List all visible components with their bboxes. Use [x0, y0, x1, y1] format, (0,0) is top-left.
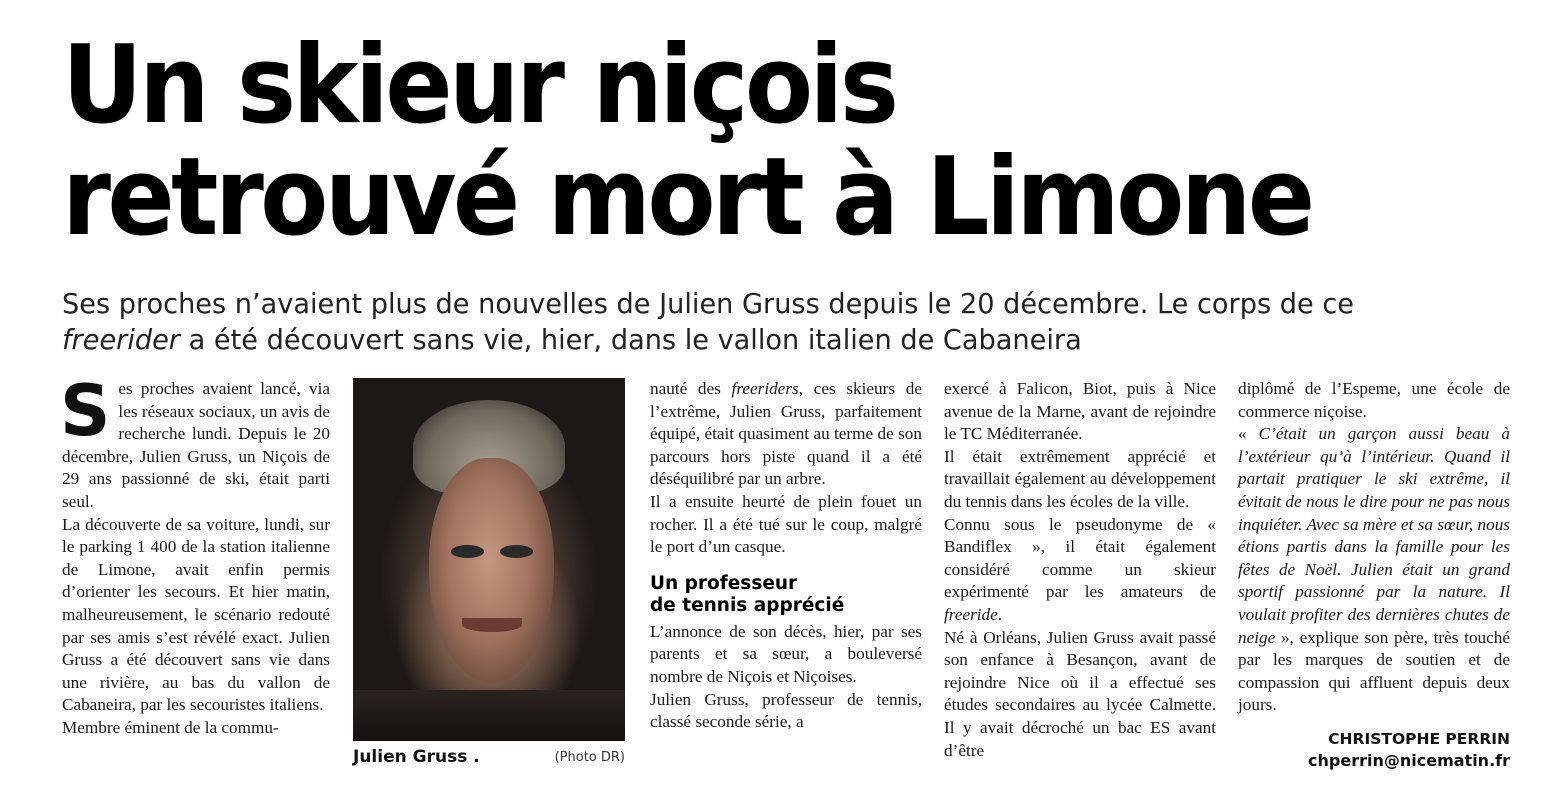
subheadline	[62, 286, 1459, 358]
text-run: nauté des	[650, 379, 732, 398]
paragraph: Né à Orléans, Julien Gruss avait passé son enfance à Besançon, avant de rejoindre Nice où il a effectué ses études secondaires au lycée Calmette. Il y avait décroché un bac ES avant d’être	[944, 627, 1216, 760]
paragraph: diplômé de l’Espeme, une école de commerce niçoise.	[1238, 379, 1510, 421]
author-email: chperrin@nicematin.fr	[1308, 751, 1510, 770]
photo-face	[429, 458, 554, 683]
text-run: , ces skieurs de l’extrême, Julien Gruss, parfaitement équipé, était quasiment au terme de son parcours hors piste quand il a été déséquilibré par un arbre.	[650, 379, 922, 489]
article-column-1	[60, 370, 330, 740]
portrait-photo	[353, 378, 625, 741]
photo-shirt	[353, 690, 625, 741]
paragraph: L’annonce de son décès, hier, par ses parents et sa sœur, a bouleversé nombre de Niçois et Niçoises.	[650, 621, 922, 686]
text-run: », explique son père, très touché par les marques de soutien et de compassion qui affluent depuis deux jours.	[1238, 627, 1510, 715]
paragraph: exercé à Falicon, Biot, puis à Nice avenue de la Marne, avant de rejoindre le TC Méditerranée.	[944, 379, 1216, 444]
paragraph	[1238, 423, 1510, 717]
subhead-part-1: Ses proches n’avaient plus de nouvelles de Julien Gruss depuis le 20 décembre. Le corps de ce	[62, 287, 1354, 320]
crosshead-line-2: de tennis apprécié	[650, 594, 845, 616]
crosshead	[650, 573, 922, 617]
author-name: CHRISTOPHE PERRIN	[1328, 730, 1510, 748]
caption-credit: (Photo DR)	[554, 750, 625, 765]
photo-caption	[353, 747, 625, 771]
photo-eye-right	[500, 545, 533, 558]
paragraph: La découverte de sa voiture, lundi, sur le parking 1 400 de la station italienne de Limone, avait enfin permis d’orienter les secours. Et hier matin, malheureusement, le scénario redouté par ses amis s’est révélé exact. Julien Gruss a été découvert sans vie dans une rivière, au bas du vallon de Cabaneira, par les secouristes italiens.	[62, 514, 330, 715]
paragraph: Il a ensuite heurté de plein fouet un rocher. Il a été tué sur le coup, malgré le port d’un casque.	[650, 491, 922, 557]
text-run: Connu sous le pseudonyme de « Bandiflex », il était également considéré comme un skieur expérimenté par les amateurs de	[944, 514, 1216, 602]
article-column-5	[1238, 378, 1510, 717]
italic-term: freeride	[944, 604, 998, 624]
paragraph: es proches avaient lancé, via les réseaux sociaux, un avis de recherche lundi. Depuis le 20 décembre, Julien Gruss, un Niçois de 29 ans passionné de ski, était parti seul.	[62, 379, 330, 511]
crosshead-line-1: Un professeur	[650, 572, 798, 594]
photo-eye-left	[451, 545, 484, 558]
quote-open: «	[1238, 424, 1259, 444]
headline-line-2: retrouvé mort à Limone	[62, 135, 1312, 260]
byline	[1308, 728, 1510, 772]
paragraph: Membre éminent de la commu-	[62, 717, 279, 737]
caption-name: Julien Gruss .	[353, 747, 480, 767]
drop-cap: S	[60, 370, 111, 452]
article-column-3	[650, 378, 922, 734]
paragraph	[944, 514, 1216, 627]
article-column-4	[944, 378, 1216, 762]
subhead-italic-term: freerider	[62, 323, 180, 356]
text-run: .	[997, 604, 1003, 624]
headline-line-1: Un skieur niçois	[62, 23, 896, 148]
quote-text: C’était un garçon aussi beau à l’extérieur qu’à l’intérieur. Quand il partait pratiquer le ski extrême, il évitait de nous le dire pour ne pas nous inquiéter. Avec sa mère et sa sœur, nous étions partis dans la famille pour les fêtes de Noël. Julien était un grand sportif passionné par la nature. Il voulait profiter des dernières chutes de neige	[1238, 424, 1510, 647]
photo-mouth	[462, 618, 522, 633]
subhead-part-2: a été découvert sans vie, hier, dans le vallon italien de Cabaneira	[179, 323, 1082, 356]
italic-term: freeriders	[731, 379, 799, 398]
paragraph	[650, 378, 922, 491]
headline	[62, 23, 1424, 260]
paragraph: Il était extrêmement apprécié et travaillait également au développement du tennis dans les écoles de la ville.	[944, 446, 1216, 511]
paragraph: Julien Gruss, professeur de tennis, classé seconde série, a	[650, 689, 922, 732]
